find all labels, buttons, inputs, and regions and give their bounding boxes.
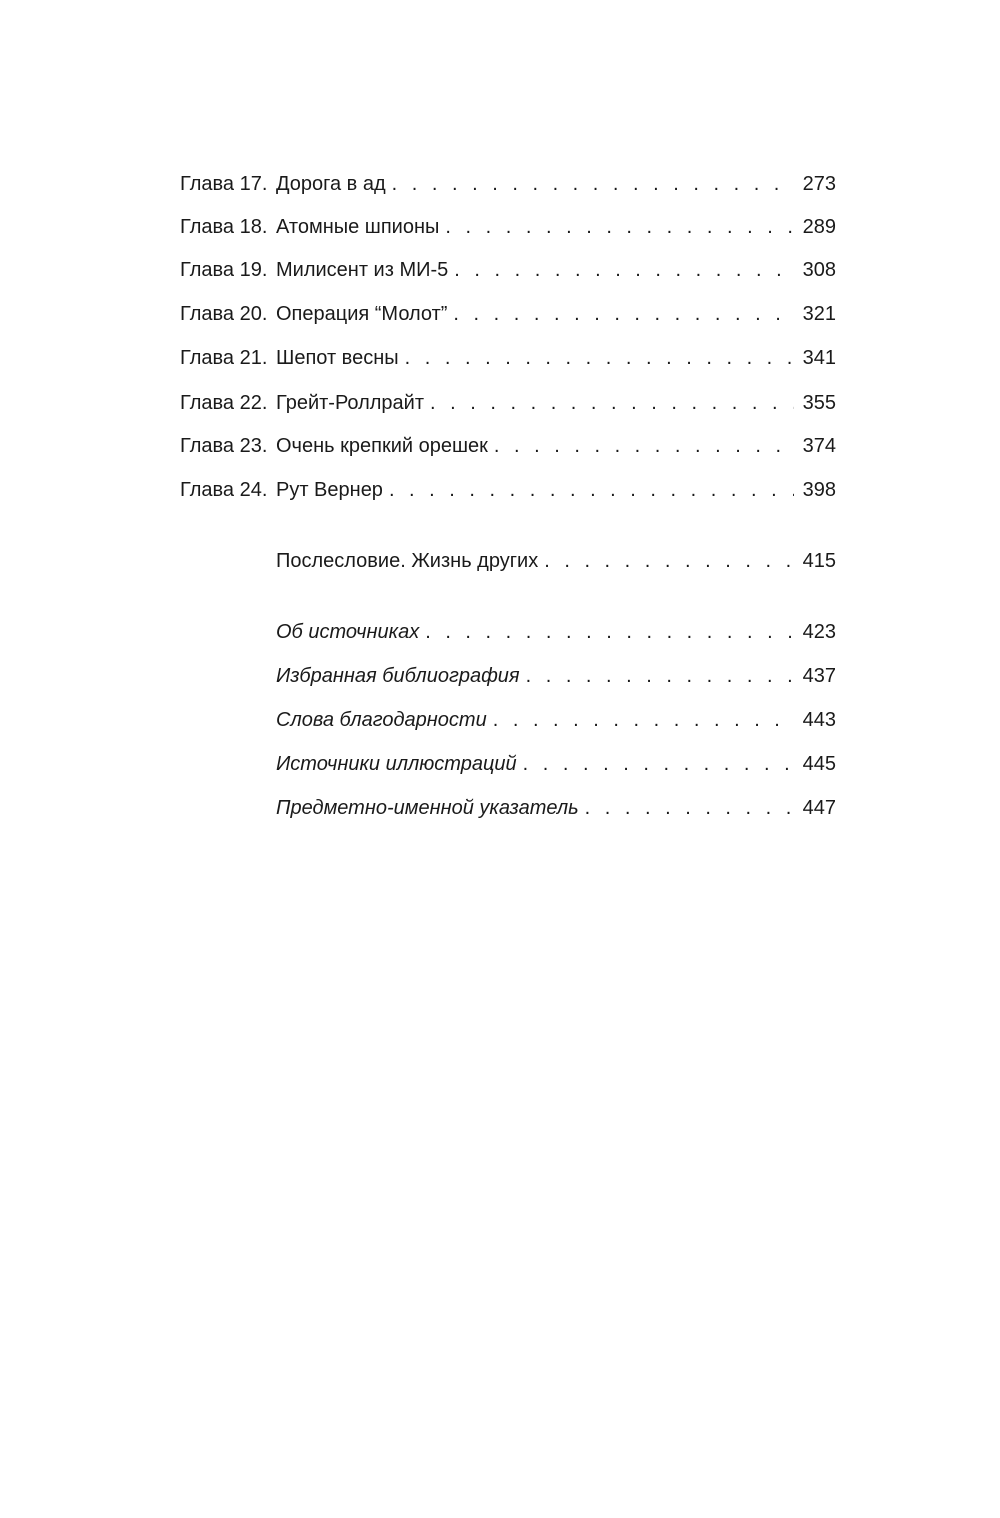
dot-leader [544, 546, 794, 576]
chapter-number: Глава 20. [180, 303, 268, 325]
dot-leader [445, 212, 794, 242]
dot-leader [454, 255, 794, 285]
dot-leader [526, 661, 794, 691]
page-number: 443 [802, 709, 836, 731]
chapter-number: Глава 19. [180, 259, 268, 281]
dot-leader [453, 299, 794, 329]
page-number: 423 [802, 621, 836, 643]
page-number: 355 [802, 392, 836, 414]
entry-title: Об источниках [276, 621, 420, 643]
toc-entry-afterword[interactable] [276, 546, 836, 576]
chapter-number: Глава 21. [180, 347, 268, 369]
chapter-title: Атомные шпионы [276, 216, 440, 238]
dot-leader [494, 431, 794, 461]
dot-leader [585, 793, 794, 823]
toc-entry-sources[interactable] [276, 617, 836, 647]
toc-entry-chapter-19[interactable] [180, 255, 836, 285]
toc-entry-index[interactable] [276, 793, 836, 823]
toc-entry-chapter-20[interactable] [180, 299, 836, 329]
page-number: 445 [802, 753, 836, 775]
chapter-title: Шепот весны [276, 347, 399, 369]
page-number: 308 [802, 259, 836, 281]
dot-leader [425, 617, 794, 647]
page-number: 341 [802, 347, 836, 369]
chapter-number: Глава 23. [180, 435, 268, 457]
page-number: 374 [802, 435, 836, 457]
chapter-title: Милисент из МИ-5 [276, 259, 449, 281]
page-number: 321 [802, 303, 836, 325]
chapter-number: Глава 18. [180, 216, 268, 238]
toc-entry-chapter-23[interactable] [180, 431, 836, 461]
entry-title: Предметно-именной указатель [276, 797, 579, 819]
toc-entry-bibliography[interactable] [276, 661, 836, 691]
toc-entry-chapter-17[interactable] [180, 169, 836, 199]
dot-leader [389, 475, 794, 505]
chapter-number: Глава 24. [180, 479, 268, 501]
toc-entry-chapter-21[interactable] [180, 343, 836, 373]
dot-leader [392, 169, 794, 199]
page-number: 415 [802, 550, 836, 572]
chapter-number: Глава 22. [180, 392, 268, 414]
page-number: 447 [802, 797, 836, 819]
entry-title: Источники иллюстраций [276, 753, 517, 775]
dot-leader [523, 749, 794, 779]
dot-leader [405, 343, 794, 373]
page-number: 437 [802, 665, 836, 687]
chapter-title: Операция “Молот” [276, 303, 448, 325]
chapter-title: Очень крепкий орешек [276, 435, 488, 457]
toc-entry-chapter-22[interactable] [180, 388, 836, 418]
entry-title: Избранная библиография [276, 665, 520, 687]
entry-title: Послесловие. Жизнь других [276, 550, 539, 572]
chapter-number: Глава 17. [180, 173, 268, 195]
page-number: 273 [802, 173, 836, 195]
dot-leader [430, 388, 794, 418]
toc-entry-chapter-24[interactable] [180, 475, 836, 505]
chapter-title: Рут Вернер [276, 479, 383, 501]
dot-leader [493, 705, 794, 735]
toc-entry-acknowledgements[interactable] [276, 705, 836, 735]
toc-entry-illustration-sources[interactable] [276, 749, 836, 779]
page-number: 398 [802, 479, 836, 501]
entry-title: Слова благодарности [276, 709, 487, 731]
chapter-title: Грейт-Роллрайт [276, 392, 425, 414]
chapter-title: Дорога в ад [276, 173, 386, 195]
page-number: 289 [802, 216, 836, 238]
toc-entry-chapter-18[interactable] [180, 212, 836, 242]
